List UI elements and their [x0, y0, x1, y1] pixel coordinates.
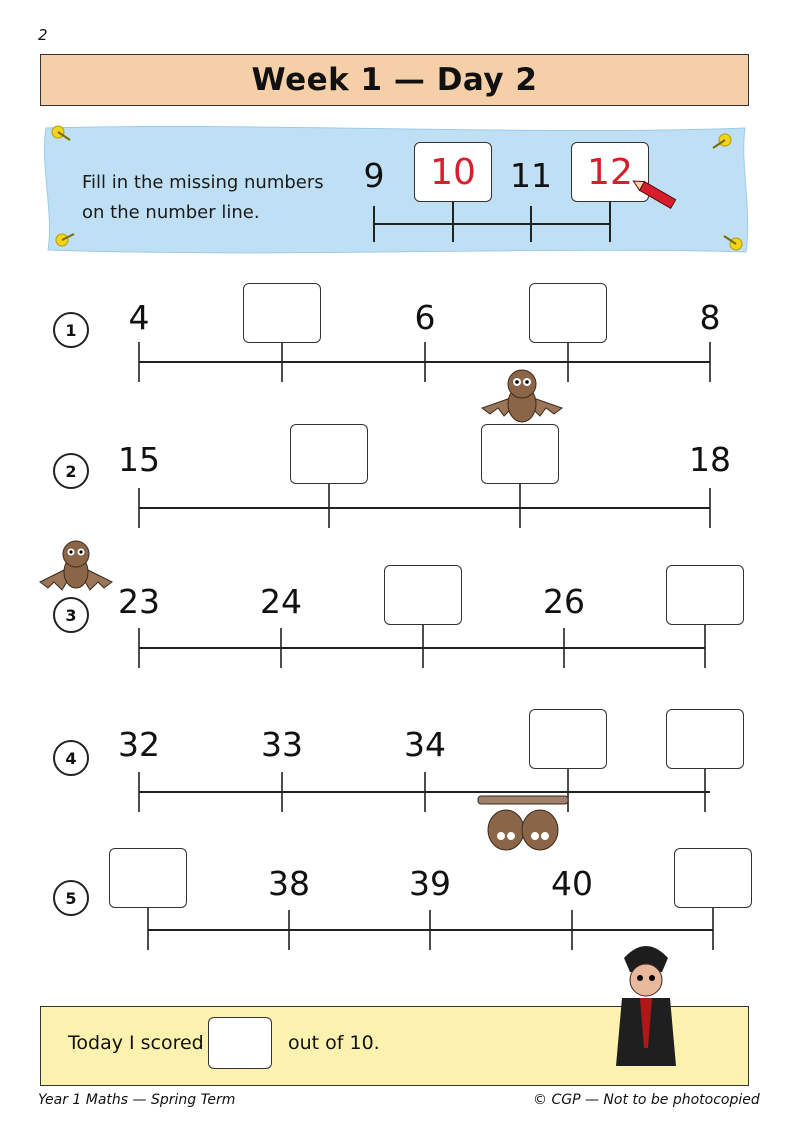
question-number: 3 — [53, 597, 89, 633]
bat-icon — [478, 364, 566, 430]
example-number: 9 — [363, 156, 385, 195]
number-label: 23 — [118, 582, 160, 621]
pencil-icon — [631, 177, 676, 209]
vampire-icon — [614, 938, 678, 1068]
number-label: 8 — [699, 298, 721, 337]
bat-icon — [38, 536, 114, 598]
footer-right: © CGP — Not to be photocopied — [533, 1092, 760, 1108]
question-number: 1 — [53, 312, 89, 348]
number-label: 38 — [268, 864, 310, 903]
question-number: 2 — [53, 453, 89, 489]
bat-icon — [476, 792, 572, 856]
footer-left: Year 1 Maths — Spring Term — [38, 1092, 236, 1108]
number-label: 6 — [414, 298, 436, 337]
example-answer-box: 12 — [571, 142, 649, 202]
score-input-box[interactable] — [208, 1017, 272, 1069]
score-prefix: Today I scored — [68, 1032, 204, 1054]
page-number: 2 — [38, 26, 48, 44]
number-label: 40 — [551, 864, 593, 903]
page-title: Week 1 — Day 2 — [251, 62, 538, 98]
number-label: 34 — [404, 725, 446, 764]
number-label: 15 — [118, 440, 160, 479]
question-number: 4 — [53, 740, 89, 776]
number-label: 24 — [260, 582, 302, 621]
number-label: 4 — [128, 298, 150, 337]
number-label: 26 — [543, 582, 585, 621]
number-label: 33 — [261, 725, 303, 764]
score-suffix: out of 10. — [288, 1032, 380, 1054]
instruction-line-1: Fill in the missing numbers — [82, 172, 324, 193]
instruction-line-2: on the number line. — [82, 202, 260, 223]
number-label: 18 — [689, 440, 731, 479]
number-label: 32 — [118, 725, 160, 764]
example-number: 11 — [510, 156, 552, 195]
number-label: 39 — [409, 864, 451, 903]
question-number: 5 — [53, 880, 89, 916]
example-answer-box: 10 — [414, 142, 492, 202]
